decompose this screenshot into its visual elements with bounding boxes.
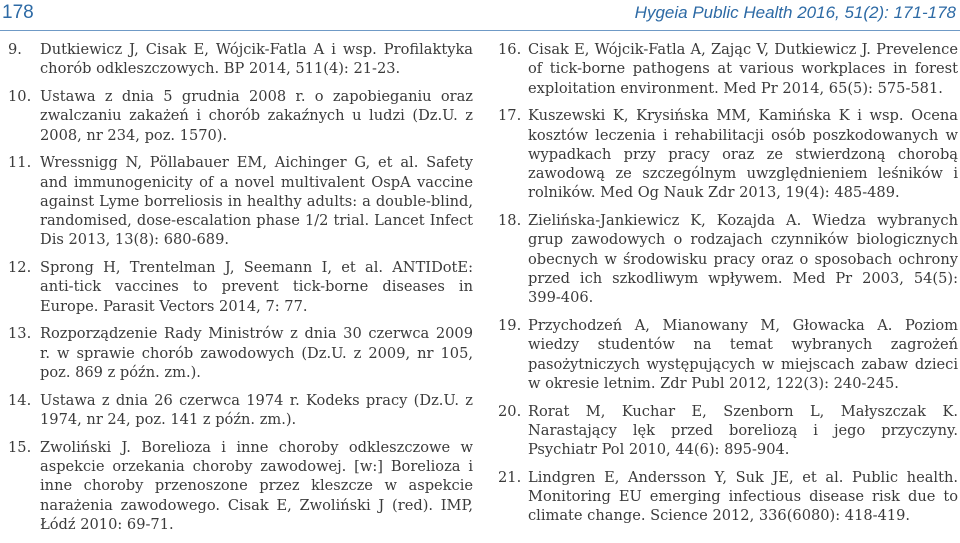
reference-text: Zwoliński J. Borelioza i inne choroby odkleszczowe w aspekcie orzekania choroby zawodowej. [w:] Borelioza i inne choroby przenoszone przez kleszcze w aspekcie narażenia zawodowego. Cisak E, Zwoliński J (red). IMP, Łódź 2010: 69-71. — [40, 438, 473, 533]
reference-text: Lindgren E, Andersson Y, Suk JE, et al. Public health. Monitoring EU emerging infectious disease risk due to climate change. Science 2012, 336(6080): 418-419. — [528, 468, 958, 525]
reference-number: 12. — [8, 259, 32, 277]
reference-text: Cisak E, Wójcik-Fatla A, Zając V, Dutkiewicz J. Prevelence of tick-borne pathogens at various workplaces in forest exploitation environment. Med Pr 2014, 65(5): 575-581. — [528, 41, 958, 97]
reference-item — [8, 87, 473, 145]
reference-number: 21. — [498, 468, 522, 486]
header-rule — [0, 30, 960, 31]
reference-text: Przychodzeń A, Mianowany M, Głowacka A. Poziom wiedzy studentów na temat wybranych zagrożeń pasożytniczych występujących w miejscach zabaw dzieci w okresie letnim. Zdr Publ 2012, 122(3): 240-245. — [528, 317, 958, 392]
reference-text: Kuszewski K, Krysińska MM, Kamińska K i wsp. Ocena kosztów leczenia i rehabilitacji osób poszkodowanych w wypadkach przy pracy oraz ze stwierdzoną chorobą zawodową ze szczególnym uwzględnieniem leśników i rolników. Med Og Nauk Zdr 2013, 19(4): 485-489. — [528, 107, 958, 202]
reference-item — [8, 40, 473, 79]
reference-number: 13. — [8, 325, 32, 343]
reference-number: 20. — [498, 402, 522, 420]
reference-item — [498, 211, 958, 307]
reference-number: 11. — [8, 154, 32, 172]
reference-item — [8, 391, 473, 430]
page-header — [0, 0, 960, 26]
reference-item — [498, 316, 958, 393]
reference-number: 16. — [498, 41, 522, 58]
reference-text: Wressnigg N, Pöllabauer EM, Aichinger G, et al. Safety and immunogenicity of a novel multivalent OspA vaccine against Lyme borreliosis in healthy adults: a double-blind, randomised, dose-escalation phase 1/2 trial. Lancet Infect Dis 2013, 13(8): 680-689. — [40, 154, 473, 249]
reference-item — [8, 258, 473, 316]
reference-number: 17. — [498, 107, 522, 125]
reference-item — [498, 40, 958, 98]
reference-number: 18. — [498, 212, 522, 230]
reference-text: Ustawa z dnia 26 czerwca 1974 r. Kodeks pracy (Dz.U. z 1974, nr 24, poz. 141 z późn. zm.). — [40, 391, 473, 428]
references-right-column — [498, 40, 958, 534]
reference-text: Dutkiewicz J, Cisak E, Wójcik-Fatla A i wsp. Profilaktyka chorób odkleszczowych. BP 2014, 511(4): 21-23. — [40, 41, 473, 78]
page-number: 178 — [2, 2, 34, 23]
reference-item — [8, 153, 473, 249]
journal-citation: Hygeia Public Health 2016, 51(2): 171-178 — [634, 3, 956, 22]
reference-item — [498, 106, 958, 202]
reference-text: Rorat M, Kuchar E, Szenborn L, Małyszczak K. Narastający lęk przed boreliozą i jego przyczyny. Psychiatr Pol 2010, 44(6): 895-904. — [528, 402, 958, 459]
reference-item — [8, 438, 473, 534]
reference-number: 10. — [8, 87, 32, 105]
reference-item — [498, 468, 958, 526]
reference-number: 19. — [498, 317, 522, 335]
reference-text: Ustawa z dnia 5 grudnia 2008 r. o zapobieganiu oraz zwalczaniu zakażeń i chorób zakaźnych u ludzi (Dz.U. z 2008, nr 234, poz. 1570). — [40, 87, 473, 144]
references-left-column — [8, 40, 473, 543]
reference-text: Sprong H, Trentelman J, Seemann I, et al. ANTIDotE: anti-tick vaccines to prevent tick-borne diseases in Europe. Parasit Vectors 2014, 7: 77. — [40, 259, 473, 315]
reference-item — [8, 324, 473, 382]
reference-number: 9. — [8, 41, 22, 58]
reference-text: Zielińska-Jankiewicz K, Kozajda A. Wiedza wybranych grup zawodowych o rodzajach czynników biologicznych obecnych w środowisku pracy oraz o sposobach ochrony przed ich szkodliwym wpływem. Med Pr 2003, 54(5): 399-406. — [528, 212, 958, 307]
reference-text: Rozporządzenie Rady Ministrów z dnia 30 czerwca 2009 r. w sprawie chorób zawodowych (Dz.U. z 2009, nr 105, poz. 869 z późn. zm.). — [40, 325, 473, 382]
reference-item — [498, 402, 958, 460]
reference-number: 14. — [8, 391, 32, 409]
reference-number: 15. — [8, 438, 32, 456]
